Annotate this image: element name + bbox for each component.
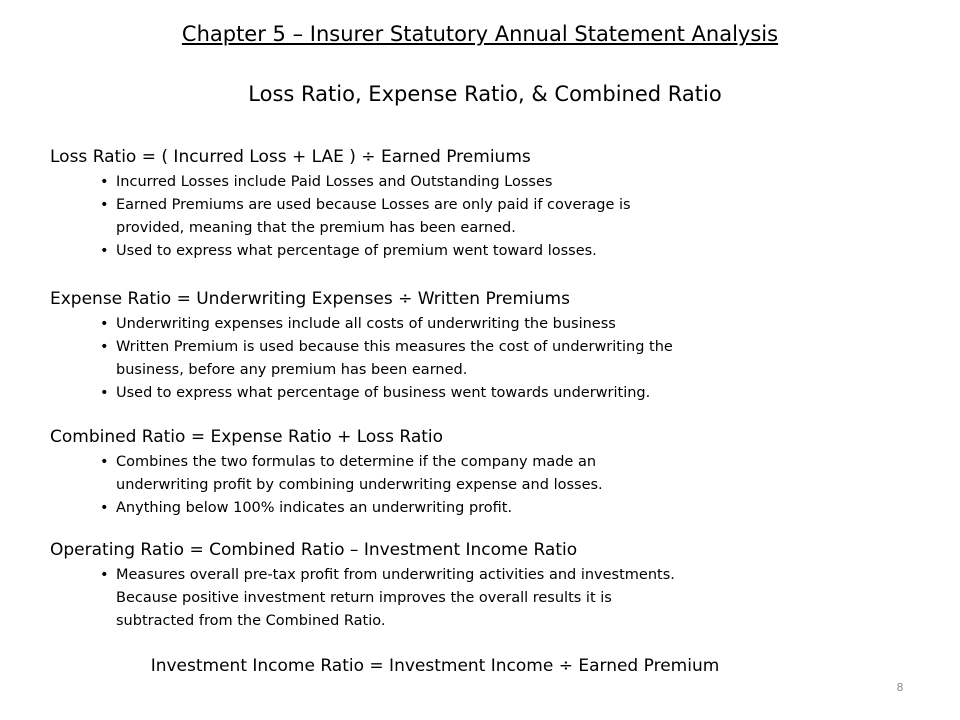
- bullet-text: Measures overall pre-tax profit from underwriting activities and investments.: [116, 567, 675, 583]
- list-item: [50, 194, 930, 240]
- bullet-text-continuation: underwriting profit by combining underwriting expense and losses.: [116, 477, 603, 493]
- bullet-icon: •: [100, 339, 109, 355]
- loss-ratio-section: [50, 146, 930, 263]
- investment-income-ratio-formula: Investment Income Ratio = Investment Income ÷ Earned Premium: [150, 656, 720, 676]
- bullet-icon: •: [100, 567, 109, 583]
- operating-ratio-formula: Operating Ratio = Combined Ratio – Investment Income Ratio: [50, 540, 578, 560]
- list-item: [50, 171, 930, 194]
- operating-ratio-bullets: [50, 564, 930, 633]
- bullet-icon: •: [100, 243, 109, 259]
- list-item: [50, 313, 930, 336]
- loss-ratio-formula: Loss Ratio = ( Incurred Loss + LAE ) ÷ Earned Premiums: [50, 147, 531, 167]
- bullet-text-continuation: business, before any premium has been earned.: [116, 362, 468, 378]
- bullet-text-continuation: provided, meaning that the premium has been earned.: [116, 220, 516, 236]
- bullet-icon: •: [100, 500, 109, 516]
- bullet-text: Combines the two formulas to determine if the company made an: [116, 454, 597, 470]
- expense-ratio-section: [50, 288, 930, 405]
- bullet-text-continuation: Because positive investment return improves the overall results it is: [116, 590, 612, 606]
- list-item: [50, 336, 930, 382]
- bullet-text: Used to express what percentage of business went towards underwriting.: [116, 385, 651, 401]
- bullet-text: Underwriting expenses include all costs of underwriting the business: [116, 316, 616, 332]
- expense-ratio-bullets: [50, 313, 930, 405]
- bullet-text-continuation: subtracted from the Combined Ratio.: [116, 613, 386, 629]
- bullet-icon: •: [100, 197, 109, 213]
- bullet-text: Incurred Losses include Paid Losses and Outstanding Losses: [116, 174, 553, 190]
- bullet-text: Earned Premiums are used because Losses are only paid if coverage is: [116, 197, 631, 213]
- combined-ratio-bullets: [50, 451, 930, 520]
- bullet-icon: •: [100, 174, 109, 190]
- operating-ratio-section: [50, 539, 930, 633]
- combined-ratio-formula: Combined Ratio = Expense Ratio + Loss Ratio: [50, 427, 444, 447]
- page-number: 8: [896, 681, 904, 694]
- loss-ratio-bullets: [50, 171, 930, 263]
- slide-title: Chapter 5 – Insurer Statutory Annual Statement Analysis: [181, 22, 779, 46]
- expense-ratio-formula: Expense Ratio = Underwriting Expenses ÷ Written Premiums: [50, 289, 570, 309]
- bullet-icon: •: [100, 385, 109, 401]
- bullet-text: Anything below 100% indicates an underwriting profit.: [116, 500, 513, 516]
- bullet-text: Used to express what percentage of premium went toward losses.: [116, 243, 597, 259]
- slide-subtitle: Loss Ratio, Expense Ratio, & Combined Ratio: [248, 82, 722, 106]
- bullet-icon: •: [100, 454, 109, 470]
- list-item: [50, 564, 930, 633]
- list-item: [50, 497, 930, 520]
- list-item: [50, 451, 930, 497]
- bullet-text: Written Premium is used because this measures the cost of underwriting the: [116, 339, 673, 355]
- list-item: [50, 240, 930, 263]
- bullet-icon: •: [100, 316, 109, 332]
- combined-ratio-section: [50, 426, 930, 520]
- list-item: [50, 382, 930, 405]
